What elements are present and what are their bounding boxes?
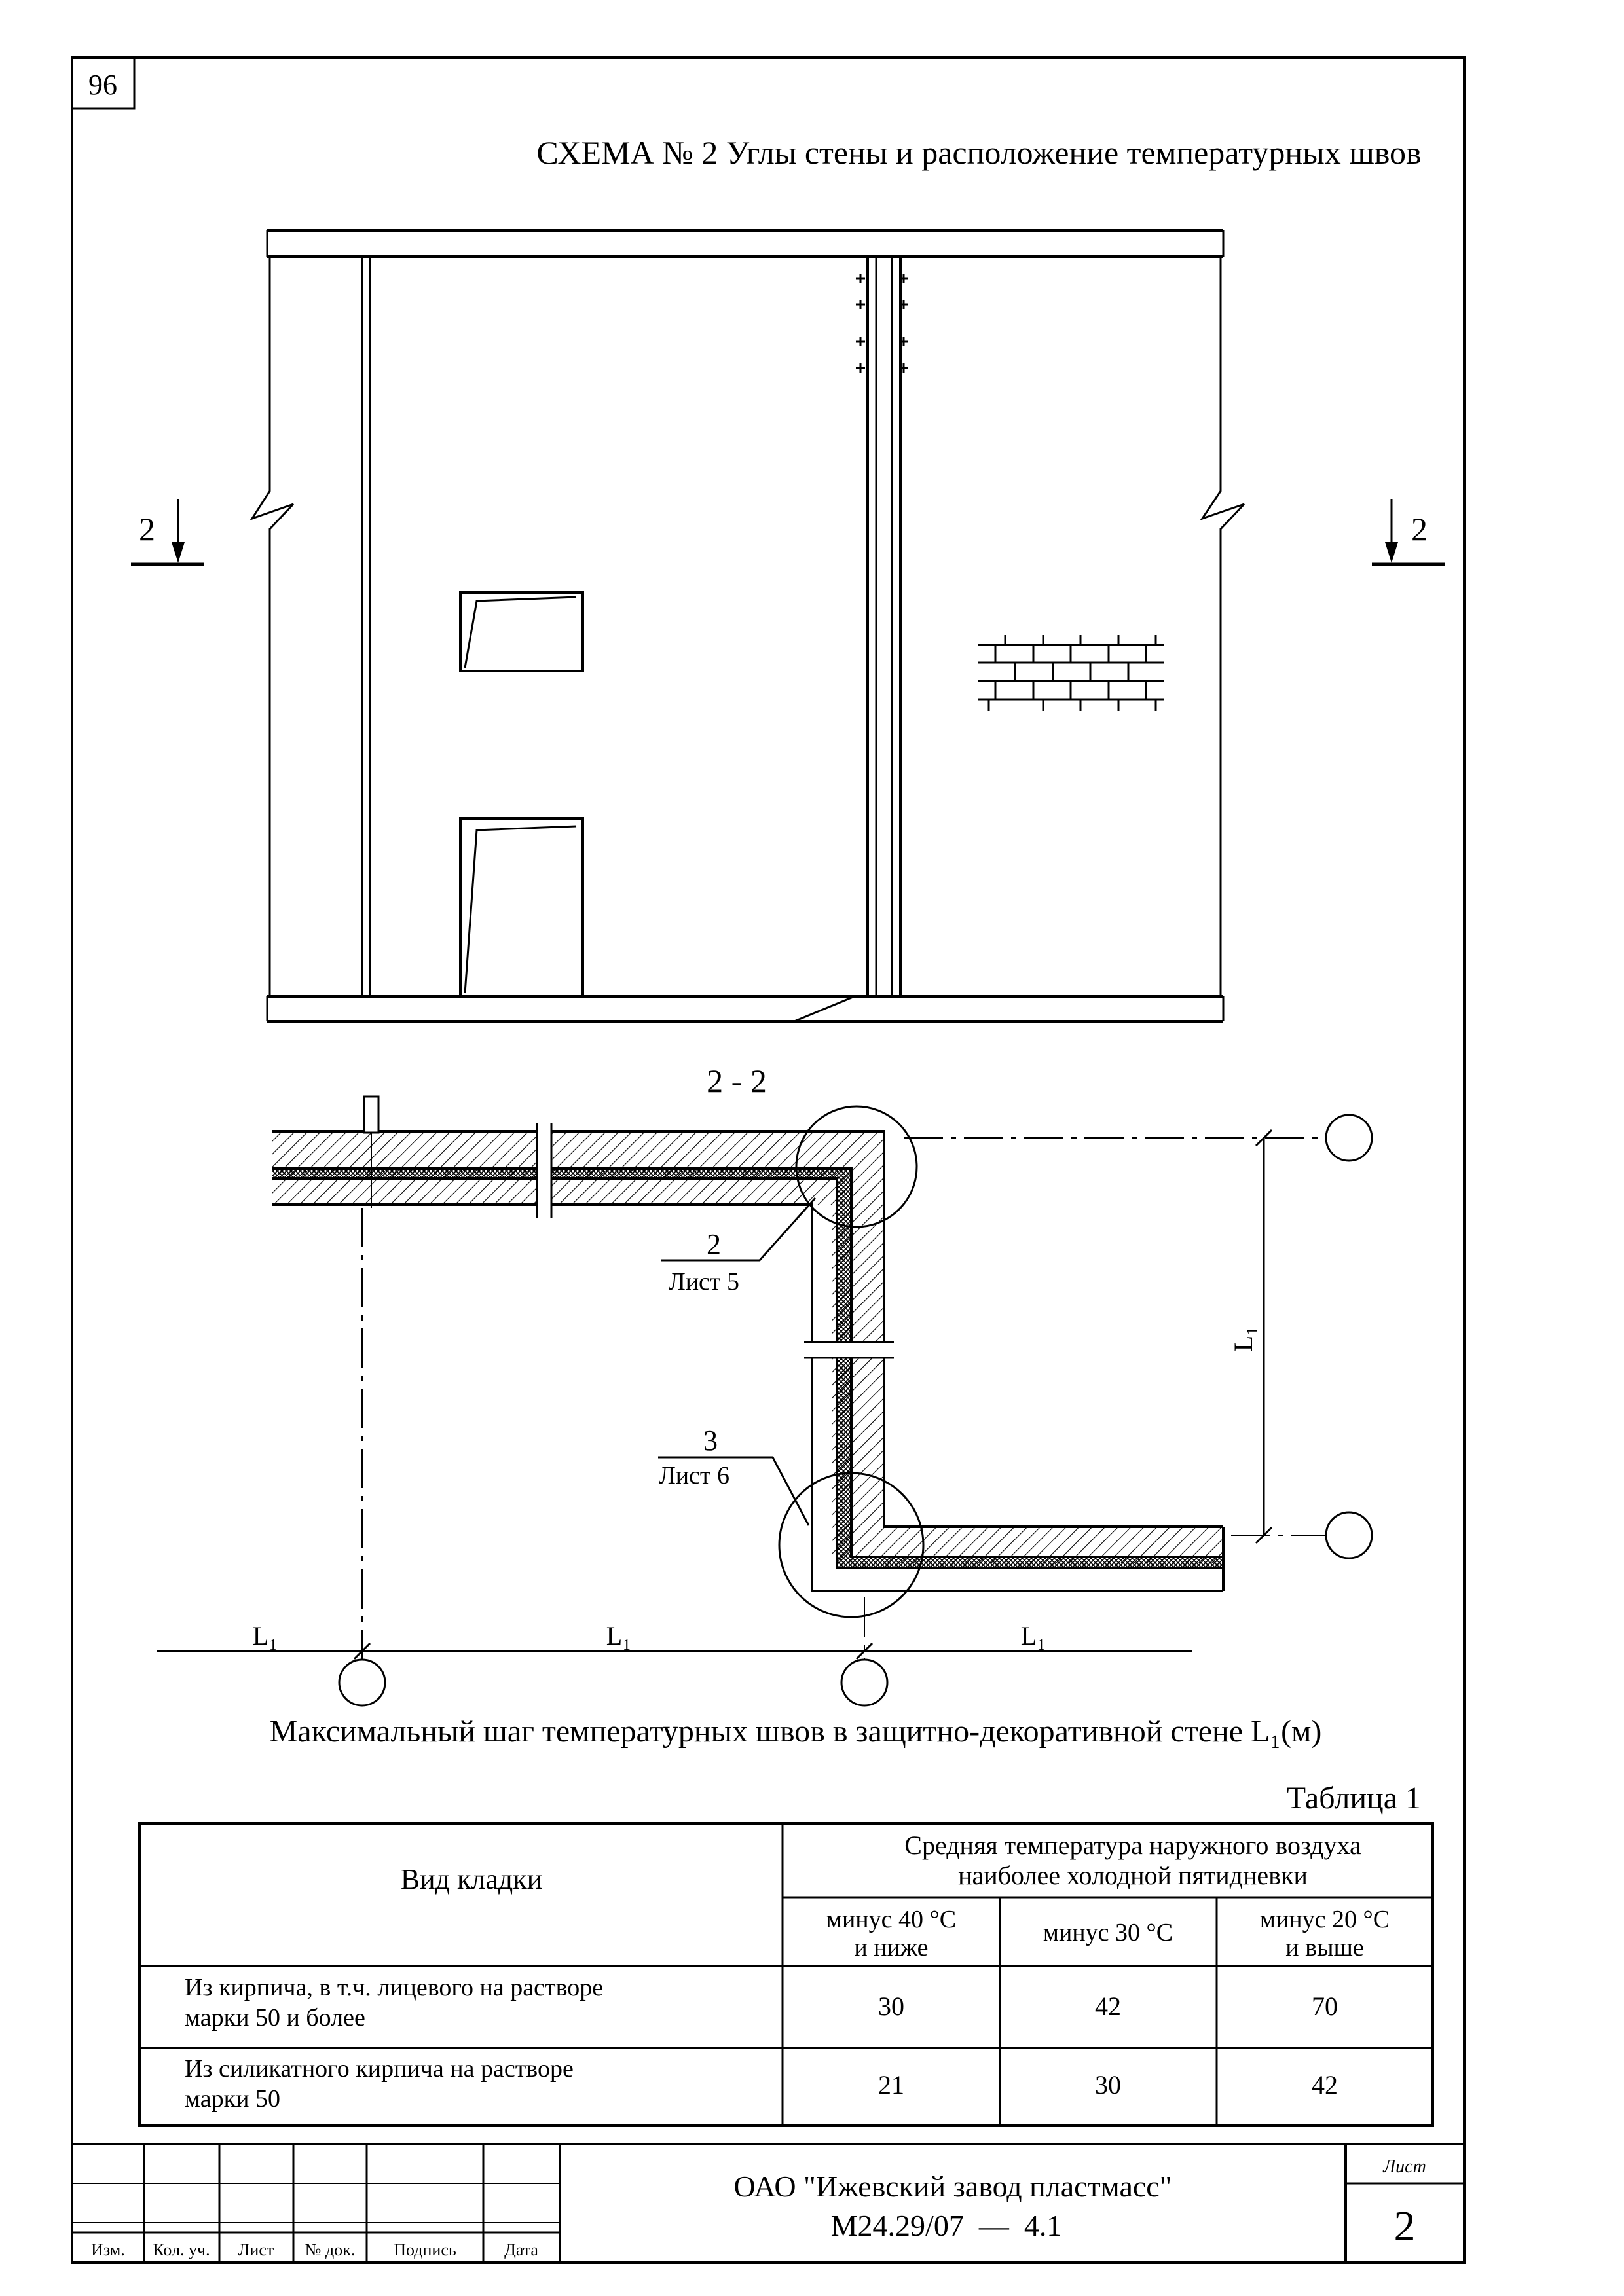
callout-2 <box>661 1198 815 1296</box>
section-mark-left <box>131 499 204 564</box>
stamp-col-count: Кол. уч. <box>153 2240 210 2259</box>
dimension-label-left: L₁ <box>252 1621 278 1650</box>
row-1-value-2: 42 <box>1095 1992 1121 2021</box>
scheme-title: СХЕМА № 2 Углы стены и расположение температурных швов <box>536 134 1422 171</box>
dimension-label-vertical: L₁ <box>1228 1326 1258 1352</box>
section-mark-left-label: 2 <box>139 511 155 547</box>
row-2-label-line2: марки 50 <box>185 2085 280 2113</box>
wall-section-plan <box>272 1097 1223 1617</box>
callout-2-number: 2 <box>707 1228 721 1260</box>
stamp-col-change: Изм. <box>91 2240 125 2259</box>
row-2-value-3: 42 <box>1312 2070 1338 2100</box>
section-mark-right <box>1372 499 1445 564</box>
callout-2-sheet: Лист 5 <box>668 1268 740 1296</box>
dimension-label-right: L₁ <box>1020 1621 1046 1650</box>
row-1-label-line1: Из кирпича, в т.ч. лицевого на растворе <box>185 1974 604 2001</box>
page-number: 96 <box>88 69 117 101</box>
table-header-temp-line1: Средняя температура наружного воздуха <box>904 1831 1361 1860</box>
table-caption: Максимальный шаг температурных швов в защитно-декоративной стене L₁(м) <box>269 1714 1322 1749</box>
callout-3-number: 3 <box>703 1425 718 1457</box>
subheader-3-line2: и выше <box>1285 1934 1364 1961</box>
table-header-masonry: Вид кладки <box>400 1863 543 1895</box>
title-block <box>72 2144 1464 2263</box>
document-code: М24.29/07 — 4.1 <box>830 2209 1062 2242</box>
stamp-col-signature: Подпись <box>394 2240 456 2259</box>
stamp-sheet-label: Лист <box>1383 2157 1426 2177</box>
wall-elevation <box>252 230 1244 1021</box>
row-2-label-line1: Из силикатного кирпича на растворе <box>185 2055 574 2083</box>
subheader-2-line1: минус 30 °С <box>1043 1919 1173 1946</box>
subheader-1-line1: минус 40 °С <box>826 1906 957 1933</box>
row-1-value-3: 70 <box>1312 1992 1338 2021</box>
stamp-sheet-number: 2 <box>1393 2202 1416 2250</box>
callout-3 <box>658 1425 809 1525</box>
brickwork-symbol <box>978 635 1164 711</box>
stamp-col-date: Дата <box>504 2240 538 2259</box>
stamp-col-doc: № док. <box>304 2240 356 2259</box>
table-label: Таблица 1 <box>1286 1781 1421 1815</box>
row-1-label-line2: марки 50 и более <box>185 2004 365 2032</box>
callout-3-sheet: Лист 6 <box>658 1462 730 1489</box>
row-1-value-1: 30 <box>878 1992 904 2021</box>
dimension-label-middle: L₁ <box>606 1621 632 1650</box>
row-2-value-2: 30 <box>1095 2070 1121 2100</box>
subheader-1-line2: и ниже <box>854 1934 929 1961</box>
section-title: 2 - 2 <box>707 1063 767 1099</box>
organization-name: ОАО "Ижевский завод пластмасс" <box>733 2170 1172 2203</box>
section-mark-right-label: 2 <box>1411 511 1428 547</box>
table-header-temp-line2: наиболее холодной пятидневки <box>958 1861 1308 1890</box>
row-2-value-1: 21 <box>878 2070 904 2100</box>
stamp-col-sheet: Лист <box>238 2240 274 2259</box>
subheader-3-line1: минус 20 °С <box>1259 1906 1390 1933</box>
